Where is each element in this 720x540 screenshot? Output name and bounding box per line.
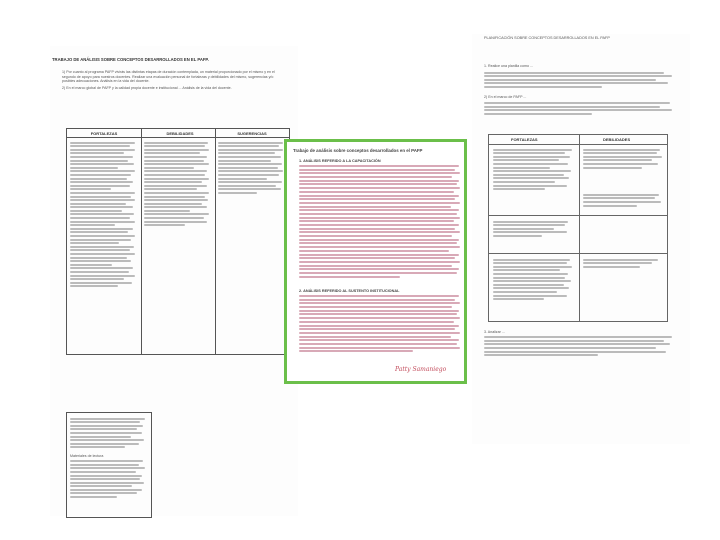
evaluation-table — [66, 128, 290, 355]
left-instruction-2: 2) En el marco global de PAFP y la calidad propia docente e institucional ... Análisis de la vida del docente. — [62, 86, 232, 91]
section-sustento-institucional — [299, 289, 462, 354]
right-fortalezas-cell-3 — [493, 257, 575, 302]
header-sugerencias: SUGERENCIAS — [237, 131, 267, 136]
fortalezas-cell — [70, 140, 138, 289]
center-page-title: Trabajo de análisis sobre conceptos desarrollados en el PAFP — [293, 148, 423, 153]
right-question-3: 3. Analizar ... — [484, 330, 505, 334]
right-document-page — [472, 34, 690, 444]
right-question-2: 2) En el marco de PAFP ... — [484, 94, 527, 99]
right-fortalezas-cell-2 — [493, 219, 575, 239]
header-debilidades: DEBILIDADES — [166, 131, 194, 136]
right-header-debilidades: DEBILIDADES — [603, 137, 631, 142]
handwritten-signature: Patty Samaniego — [395, 366, 447, 373]
header-fortalezas: FORTALEZAS — [90, 131, 118, 136]
right-page-title: PLANIFICACIÓN SOBRE CONCEPTOS DESARROLLADOS EN EL PAFP — [484, 36, 610, 40]
strengths-weaknesses-table — [488, 134, 668, 322]
right-debilidades-cell — [583, 147, 665, 208]
left-instruction-1: 1) Por cuanto al programa PAFP vivirás las distintas etapas de duración contemplada, un material proporcionado por el mismo y en el segundo de apoyo para nuestros docentes. Realizar una evaluación personal de fortalezas y debilidades del mismo, sugerencias y/o posibles adecuaciones. Análisis en la vida del docente. — [62, 70, 275, 84]
right-intro — [484, 64, 680, 117]
section-capacitacion-title: 1. ANÁLISIS REFERIDO A LA CAPACITACIÓN — [299, 159, 381, 163]
right-column-divider — [579, 135, 580, 321]
right-bottom-text — [484, 330, 680, 358]
section-capacitacion — [299, 159, 462, 279]
column-divider — [215, 129, 216, 354]
evaluation-table-continued — [66, 412, 152, 518]
left-page-title: TRABAJO DE ANÁLISIS SOBRE CONCEPTOS DESARROLLADOS EN EL PAFP. — [52, 57, 209, 62]
right-question-1: 1. Realice una planilla como ... — [484, 64, 533, 68]
column-divider — [141, 129, 142, 354]
highlighted-document-page — [284, 139, 467, 384]
right-debilidades-cell-2 — [583, 257, 665, 269]
left-document-page — [50, 46, 298, 516]
right-fortalezas-cell — [493, 147, 575, 192]
evaluation-table-header — [67, 129, 289, 138]
left-instructions — [62, 70, 286, 93]
section-sustento-title: 2. ANÁLISIS REFERIDO AL SUSTENTO INSTITUCIONAL — [299, 289, 400, 293]
right-header-fortalezas: FORTALEZAS — [511, 137, 538, 142]
debilidades-cell — [144, 140, 212, 228]
continued-label: Materiales de lectura — [70, 453, 104, 458]
sugerencias-cell — [218, 140, 286, 196]
